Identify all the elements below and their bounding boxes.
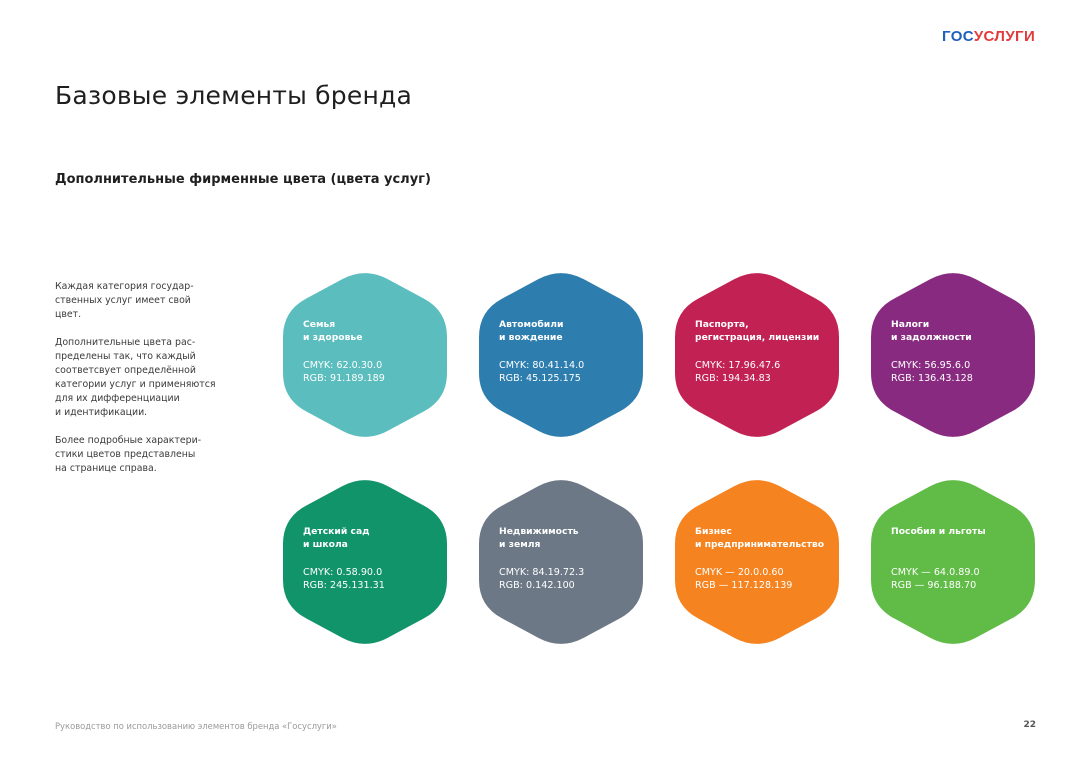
hexagon-shape xyxy=(283,474,447,650)
cmyk-value: CMYK: 62.0.30.0 xyxy=(303,360,383,371)
page-number: 22 xyxy=(1023,720,1036,730)
intro-paragraph: Более подробные характери- стики цветов представлены на странице справа. xyxy=(55,435,202,474)
color-swatch-taxes-debts xyxy=(871,267,1035,443)
cmyk-value: CMYK — 20.0.0.60 xyxy=(695,567,784,578)
category-name: Пособия и льготы xyxy=(891,526,986,537)
category-name: Паспорта, регистрация, лицензии xyxy=(695,319,820,343)
cmyk-value: CMYK: 80.41.14.0 xyxy=(499,360,585,371)
hexagon-shape xyxy=(479,474,643,650)
color-swatch-family-health xyxy=(283,267,447,443)
logo-part-uslugi: УСЛУГИ xyxy=(973,28,1036,45)
category-name: Семья и здоровье xyxy=(303,319,363,343)
category-name: Автомобили и вождение xyxy=(499,319,564,343)
intro-paragraph: Каждая категория государ- ственных услуг имеет свой цвет. xyxy=(55,281,194,320)
section-title: Дополнительные фирменные цвета (цвета услуг) xyxy=(55,172,431,187)
cmyk-value: CMYK — 64.0.89.0 xyxy=(891,567,980,578)
intro-paragraph: Дополнительные цвета рас- пределены так, что каждый соответсвует определённой категории услуг и применяются для их дифференциации и идентификации. xyxy=(55,337,216,418)
cmyk-value: CMYK: 0.58.90.0 xyxy=(303,567,383,578)
rgb-value: RGB: 136.43.128 xyxy=(891,373,973,384)
color-swatch-business xyxy=(675,474,839,650)
category-name: Недвижимость и земля xyxy=(499,526,579,550)
intro-text xyxy=(55,280,255,490)
color-swatch-passports-licenses xyxy=(675,267,839,443)
rgb-value: RGB: 0.142.100 xyxy=(499,580,575,591)
logo-part-gos: ГОС xyxy=(942,28,974,45)
color-swatch-benefits xyxy=(871,474,1035,650)
rgb-value: RGB — 96.188.70 xyxy=(891,580,977,591)
rgb-value: RGB: 91.189.189 xyxy=(303,373,385,384)
cmyk-value: CMYK: 17.96.47.6 xyxy=(695,360,781,371)
cmyk-value: CMYK: 84.19.72.3 xyxy=(499,567,585,578)
hexagon-shape xyxy=(479,267,643,443)
hexagon-shape xyxy=(675,474,839,650)
rgb-value: RGB: 194.34.83 xyxy=(695,373,771,384)
category-name: Бизнес и предпринимательство xyxy=(695,526,825,550)
rgb-value: RGB — 117.128.139 xyxy=(695,580,793,591)
hexagon-shape xyxy=(871,267,1035,443)
hexagon-shape xyxy=(871,474,1035,650)
brand-logo xyxy=(942,26,1036,45)
color-swatch-real-estate xyxy=(479,474,643,650)
rgb-value: RGB: 45.125.175 xyxy=(499,373,581,384)
hexagon-shape xyxy=(675,267,839,443)
page-title: Базовые элементы бренда xyxy=(55,81,412,110)
hexagon-shape xyxy=(283,267,447,443)
color-swatch-auto-driving xyxy=(479,267,643,443)
cmyk-value: CMYK: 56.95.6.0 xyxy=(891,360,971,371)
category-name: Налоги и задолжности xyxy=(891,319,972,343)
footer-caption: Руководство по использованию элементов бренда «Госуслуги» xyxy=(55,721,337,731)
category-name: Детский сад и школа xyxy=(303,526,370,550)
color-swatch-kindergarten-school xyxy=(283,474,447,650)
rgb-value: RGB: 245.131.31 xyxy=(303,580,385,591)
